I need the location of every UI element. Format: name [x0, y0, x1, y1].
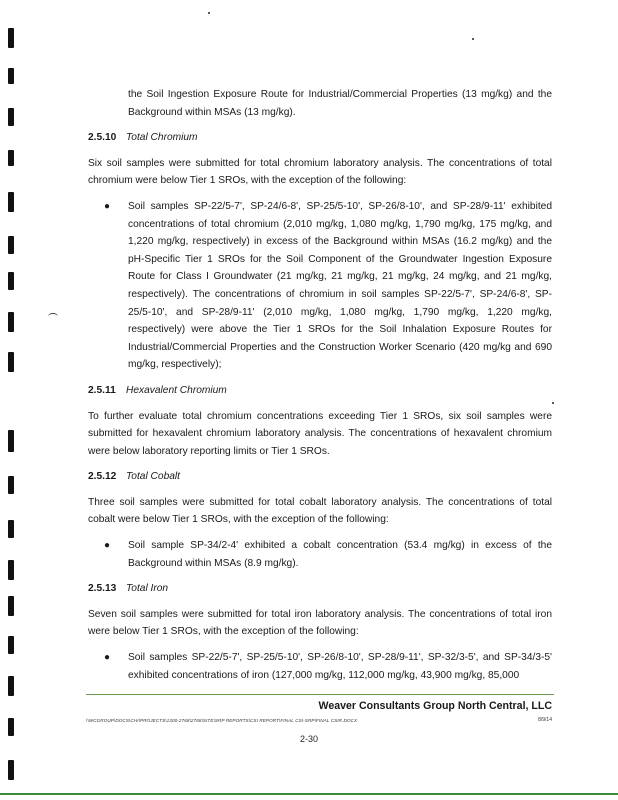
binder-mark: [8, 596, 14, 616]
list-item: [88, 198, 552, 374]
section-heading: [88, 580, 552, 598]
bullet-text: Soil samples SP-22/5-7', SP-24/6-8', SP-25/5-10', SP-26/8-10', and SP-28/9-11' exhibited concentrations of total chromium (2,010 mg/kg, 1,080 mg/kg, 1,790 mg/kg, 175 mg/kg, and 1,220 mg/kg, respectively) in excess of the Background within MSAs (16.2 mg/kg) and the pH-Specific Tier 1 SROs for the Soil Component of the Groundwater Ingestion Exposure Route for Class I Groundwater (21 mg/kg, 21 mg/kg, 21 mg/kg, 24 mg/kg, and 21 mg/kg, respectively). The concentrations of chromium in soil samples SP-22/5-7', SP-24/6-8', SP-25/5-10', and SP-28/9-11' (2,010 mg/kg, 1,080 mg/kg, 1,790 mg/kg, 1,220 mg/kg, respectively) were above the Tier 1 SROs for the Soil Inhalation Exposure Routes for Industrial/Commercial Properties and the Construction Worker Scenario (420 mg/kg and 690 mg/kg, respectively);: [128, 200, 552, 371]
section-number: 2.5.12: [88, 471, 117, 483]
bullet-icon: ●: [104, 200, 111, 212]
binder-mark: [8, 760, 14, 780]
document-body: [88, 86, 552, 684]
section-title: Total Chromium: [126, 132, 198, 144]
section-title: Total Cobalt: [126, 471, 180, 483]
binder-mark: [8, 192, 14, 212]
binder-mark: [8, 676, 14, 696]
bottom-rule: [0, 793, 618, 795]
section-heading: [88, 129, 552, 147]
binder-mark: [8, 236, 14, 254]
list-item: [88, 537, 552, 572]
binder-mark: [8, 352, 14, 372]
binder-mark: [8, 272, 14, 290]
section-number: 2.5.13: [88, 583, 117, 595]
scan-speck: [208, 12, 210, 14]
binder-mark: [8, 430, 14, 452]
binder-mark: [8, 520, 14, 538]
section-total-iron: [88, 580, 552, 684]
list-item: [88, 649, 552, 684]
section-title: Hexavalent Chromium: [126, 384, 227, 396]
section-heading: [88, 382, 552, 400]
revision-date: 8/9/14: [538, 717, 552, 723]
footer-rule: [86, 694, 554, 695]
binder-mark: [8, 108, 14, 126]
section-heading: [88, 468, 552, 486]
binder-mark: [8, 28, 14, 48]
section-paragraph: Three soil samples were submitted for total cobalt laboratory analysis. The concentrations of total cobalt were below Tier 1 SROs, with the exception of the following:: [88, 496, 552, 526]
section-title: Total Iron: [126, 583, 169, 595]
section-number: 2.5.11: [88, 384, 116, 396]
section-total-chromium: [88, 129, 552, 374]
section-number: 2.5.10: [88, 132, 117, 144]
scan-speck: [552, 402, 554, 404]
bullet-icon: ●: [104, 540, 111, 552]
section-paragraph: To further evaluate total chromium concentrations exceeding Tier 1 SROs, six soil samples were submitted for hexavalent chromium laboratory analysis. The concentrations of hexavalent chromium were below laboratory reporting limits or Tier 1 SROs.: [88, 410, 552, 457]
scan-speck: [472, 38, 474, 40]
binder-mark: [8, 636, 14, 654]
binder-mark: [8, 476, 14, 494]
bullet-text: Soil samples SP-22/5-7', SP-25/5-10', SP-26/8-10', SP-28/9-11', SP-32/3-5', and SP-34/3-5' exhibited concentrations of iron (127,000 mg/kg, 112,000 mg/kg, 43,900 mg/kg, 85,000: [128, 652, 552, 681]
bullet-text: Soil sample SP-34/2-4' exhibited a cobalt concentration (53.4 mg/kg) in excess of the Background within MSAs (8.9 mg/kg).: [128, 540, 552, 569]
section-paragraph: Six soil samples were submitted for total chromium laboratory analysis. The concentrations of total chromium were below Tier 1 SROs, with the exception of the following:: [88, 157, 552, 187]
binder-mark: [8, 560, 14, 580]
binder-mark: [8, 312, 14, 332]
bullet-icon: ●: [104, 652, 111, 664]
section-paragraph: Seven soil samples were submitted for total iron laboratory analysis. The concentrations of total iron were below Tier 1 SROs, with the exception of the following:: [88, 608, 552, 638]
section-total-cobalt: [88, 468, 552, 572]
binder-mark: [8, 68, 14, 84]
intro-paragraph: the Soil Ingestion Exposure Route for Industrial/Commercial Properties (13 mg/kg) and the Background within MSAs (13 mg/kg).: [128, 89, 552, 118]
company-name: Weaver Consultants Group North Central, LLC: [318, 700, 552, 712]
scan-artifact: [48, 313, 58, 320]
section-hexavalent-chromium: [88, 382, 552, 460]
file-path: \\WCGROUP\DOCS\CHI\PROJECTS\1300-2768\2768\SITE\SRP REPORTS\CSI REPORT\FINAL CSI-SRP\FINAL CSIR.DOCX: [86, 718, 358, 723]
page-number: 2-30: [299, 734, 318, 744]
binder-mark: [8, 150, 14, 166]
